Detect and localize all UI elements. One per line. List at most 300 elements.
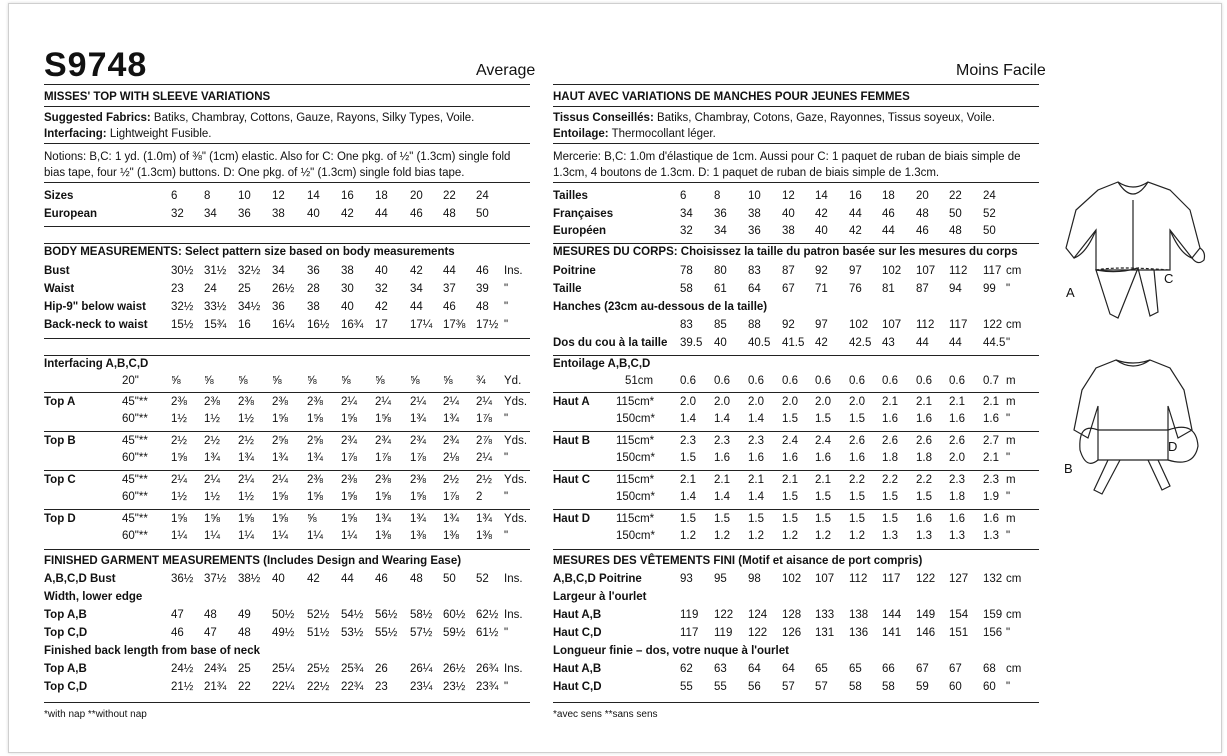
cell-size-9: 2.1: [983, 396, 999, 408]
cell-size-1: 8: [714, 190, 721, 202]
cell-size-2: 2.1: [748, 474, 764, 486]
divider: [44, 470, 530, 471]
cell-size-9: 62½: [476, 609, 499, 621]
cell-size-3: 67: [782, 283, 795, 295]
row-label: Européen: [553, 225, 607, 237]
cell-size-2: 10: [238, 190, 251, 202]
cell-size-6: 17: [375, 319, 388, 331]
yardage-row-fr: [0, 434, 1227, 448]
cell-size-4: 2⅝: [307, 435, 323, 447]
cell-size-0: 2⅜: [171, 396, 187, 408]
fabric-width: 115cm*: [616, 435, 655, 447]
fabrics-fr: [553, 111, 995, 125]
cell-size-5: 16¾: [341, 319, 364, 331]
cell-size-5: 102: [849, 319, 869, 331]
cell-size-4: 71: [815, 283, 828, 295]
cell-size-8: 48: [949, 225, 962, 237]
cell-size-1: 8: [204, 190, 211, 202]
cell-size-9: 48: [476, 301, 489, 313]
cell-size-6: ⅝: [375, 375, 385, 387]
unit: ": [1006, 283, 1011, 295]
unit: Yds.: [504, 513, 528, 525]
cell-size-4: 40: [815, 225, 828, 237]
cell-size-5: 25¾: [341, 663, 364, 675]
cell-size-0: 6: [680, 190, 687, 202]
cell-size-6: 66: [882, 663, 895, 675]
unit: cm: [1006, 265, 1022, 277]
cell-size-7: 1⅜: [410, 530, 426, 542]
cell-size-0: 2½: [171, 435, 187, 447]
cell-size-1: 15¾: [204, 319, 227, 331]
cell-size-0: 78: [680, 265, 693, 277]
cell-size-0: 1¼: [171, 530, 187, 542]
cell-size-7: 146: [916, 627, 936, 639]
cell-size-7: 46: [410, 208, 423, 220]
row-label: Sizes: [44, 190, 74, 202]
cell-size-2: 2.3: [748, 435, 764, 447]
cell-size-2: 1½: [238, 491, 254, 503]
yardage-row-fr: [0, 473, 1227, 487]
cell-size-6: 141: [882, 627, 902, 639]
cell-size-2: 49: [238, 609, 251, 621]
cell-size-3: 2⅝: [272, 435, 288, 447]
unit: Yds.: [504, 435, 528, 447]
cell-size-2: 0.6: [748, 375, 764, 387]
divider: [553, 549, 1039, 550]
cell-size-2: 34½: [238, 301, 261, 313]
cell-size-5: 22¾: [341, 681, 364, 693]
fabrics-en: [44, 111, 474, 125]
row-label: Bust: [44, 265, 70, 277]
unit: Ins.: [504, 573, 523, 585]
cell-size-5: 1.5: [849, 413, 865, 425]
cell-size-6: 1.5: [882, 491, 898, 503]
cell-size-1: 61: [714, 283, 727, 295]
cell-size-5: 76: [849, 283, 862, 295]
cell-size-8: 60½: [443, 609, 466, 621]
cell-size-7: 1¾: [410, 413, 426, 425]
cell-size-6: 1⅞: [375, 452, 391, 464]
cell-size-9: 117: [983, 265, 1002, 277]
cell-size-2: 1⅝: [238, 513, 254, 525]
divider: [553, 355, 1039, 356]
unit: ": [504, 627, 509, 639]
row-label: Haut C: [553, 474, 591, 486]
cell-size-2: 22: [238, 681, 251, 693]
cell-size-4: 51½: [307, 627, 330, 639]
pattern-number: S9748: [44, 46, 148, 84]
cell-size-0: 32: [171, 208, 184, 220]
cell-size-6: 32: [375, 283, 388, 295]
cell-size-3: 128: [782, 609, 802, 621]
cell-size-5: 2¼: [341, 396, 357, 408]
cell-size-3: 26½: [272, 283, 295, 295]
cell-size-0: 0.6: [680, 375, 696, 387]
fabrics-fr-value: Batiks, Chambray, Cotons, Gaze, Rayonnes, Tissus soyeux, Voile.: [653, 112, 995, 124]
cell-size-5: 2.2: [849, 474, 865, 486]
interfacing-title-en: Interfacing A,B,C,D: [44, 358, 149, 370]
cell-size-1: 0.6: [714, 375, 730, 387]
cell-size-3: 12: [782, 190, 795, 202]
cell-size-6: 44: [882, 225, 895, 237]
cell-size-5: 40: [341, 301, 354, 313]
row-label: Top D: [44, 513, 76, 525]
cell-size-9: 46: [476, 265, 489, 277]
cell-size-5: 1⅝: [341, 413, 357, 425]
cell-size-6: 1⅜: [375, 530, 391, 542]
cell-size-4: 133: [815, 609, 835, 621]
cell-size-3: 1.5: [782, 413, 798, 425]
fabric-width: 115cm*: [616, 396, 655, 408]
unit: ": [504, 301, 509, 313]
cell-size-2: ⅝: [238, 375, 248, 387]
unit: ": [1006, 681, 1011, 693]
cell-size-4: 1.2: [815, 530, 831, 542]
finished-row-fr: [0, 662, 1227, 676]
cell-size-5: 16: [341, 190, 354, 202]
cell-size-0: 47: [171, 609, 184, 621]
unit: ": [1006, 491, 1011, 503]
cell-size-7: 2¾: [410, 435, 426, 447]
finished-row-fr: [0, 626, 1227, 640]
row-label: Top A,B: [44, 663, 87, 675]
divider: [553, 106, 1039, 107]
cell-size-7: 1⅝: [410, 491, 426, 503]
cell-size-9: 122: [983, 319, 1003, 331]
cell-size-9: 1.6: [983, 413, 999, 425]
cell-size-9: 159: [983, 609, 1003, 621]
unit: ": [1006, 530, 1011, 542]
cell-size-2: 1½: [238, 413, 254, 425]
cell-size-2: 98: [748, 573, 761, 585]
cell-size-3: 36: [272, 301, 285, 313]
title-en: MISSES' TOP WITH SLEEVE VARIATIONS: [44, 91, 271, 103]
cell-size-7: 2.1: [916, 396, 932, 408]
cell-size-3: 16¼: [272, 319, 295, 331]
tie-right: [1138, 268, 1158, 316]
cell-size-7: 44: [916, 337, 929, 349]
cell-size-9: 60: [983, 681, 996, 693]
cell-size-4: 2⅜: [307, 474, 323, 486]
cell-size-0: 58: [680, 283, 693, 295]
interfacing-en-label: Interfacing:: [44, 128, 107, 140]
cell-size-9: 156: [983, 627, 1003, 639]
cell-size-7: 34: [410, 283, 423, 295]
body-row-fr: [0, 336, 1227, 350]
unit: cm: [1006, 609, 1022, 621]
cell-size-9: 2.3: [983, 474, 999, 486]
fabric-width: 60"**: [122, 452, 148, 464]
cell-size-8: 1¾: [443, 513, 459, 525]
cell-size-1: 2½: [204, 435, 220, 447]
unit: ": [504, 283, 509, 295]
interfacing-title-fr: Entoilage A,B,C,D: [553, 358, 651, 370]
row-label: Françaises: [553, 208, 614, 220]
cell-size-4: 2.1: [815, 474, 831, 486]
cell-size-0: 32½: [171, 301, 194, 313]
cell-size-5: 2¾: [341, 435, 357, 447]
cell-size-6: 2¾: [375, 435, 391, 447]
cell-size-7: 44: [410, 301, 423, 313]
cell-size-9: 1.6: [983, 513, 999, 525]
row-label: Longueur finie – dos, votre nuque à l'ourlet: [553, 645, 789, 657]
fabric-width: 20": [122, 375, 139, 387]
cell-size-4: 28: [307, 283, 320, 295]
cell-size-3: 38: [782, 225, 795, 237]
cell-size-1: 2⅜: [204, 396, 220, 408]
cell-size-3: 0.6: [782, 375, 798, 387]
row-label: Width, lower edge: [44, 591, 143, 603]
body-row-fr: [0, 300, 1227, 314]
cell-size-8: 127: [949, 573, 969, 585]
cell-size-8: 154: [949, 609, 969, 621]
cell-size-9: 61½: [476, 627, 499, 639]
cell-size-3: 25¼: [272, 663, 295, 675]
cell-size-5: 1⅞: [341, 452, 357, 464]
cell-size-5: 97: [849, 265, 862, 277]
cell-size-7: 107: [916, 265, 936, 277]
cell-size-2: 48: [238, 627, 251, 639]
cell-size-3: ⅝: [272, 375, 282, 387]
cell-size-6: 1.3: [882, 530, 898, 542]
cell-size-8: 1.6: [949, 513, 965, 525]
unit: ": [504, 491, 509, 503]
cell-size-6: 81: [882, 283, 895, 295]
cell-size-0: 83: [680, 319, 693, 331]
cell-size-3: 1⅝: [272, 513, 288, 525]
cell-size-8: 2.3: [949, 474, 965, 486]
cell-size-0: 21½: [171, 681, 194, 693]
cell-size-7: 2.2: [916, 474, 932, 486]
cell-size-6: 102: [882, 265, 902, 277]
cell-size-2: 32½: [238, 265, 261, 277]
cell-size-8: 1¾: [443, 413, 459, 425]
cell-size-8: 22: [443, 190, 456, 202]
cell-size-6: 144: [882, 609, 902, 621]
cell-size-2: 16: [238, 319, 251, 331]
cell-size-2: 2⅜: [238, 396, 254, 408]
cell-size-2: 83: [748, 265, 761, 277]
cell-size-7: ⅝: [410, 375, 420, 387]
cell-size-6: 1.5: [882, 513, 898, 525]
row-label: Haut A,B: [553, 609, 602, 621]
cell-size-9: 24: [983, 190, 996, 202]
cell-size-8: 151: [949, 627, 969, 639]
notions-en-1: Notions: B,C: 1 yd. (1.0m) of ⅜" (1cm) elastic. Also for C: One pkg. of ½" (1.3cm) single fold: [44, 151, 511, 163]
cell-size-5: 30: [341, 283, 354, 295]
cell-size-0: 2.3: [680, 435, 696, 447]
cell-size-3: 1.6: [782, 452, 798, 464]
cell-size-3: 126: [782, 627, 802, 639]
row-label: Poitrine: [553, 265, 596, 277]
fabric-width: 150cm*: [616, 530, 655, 542]
cell-size-0: 6: [171, 190, 178, 202]
unit: cm: [1006, 663, 1022, 675]
cell-size-2: 1¾: [238, 452, 254, 464]
cell-size-6: 40: [375, 265, 388, 277]
fabric-width: 150cm*: [616, 413, 655, 425]
title-fr: HAUT AVEC VARIATIONS DE MANCHES POUR JEUNES FEMMES: [553, 91, 910, 103]
cell-size-9: 1.3: [983, 530, 999, 542]
cell-size-5: 1.6: [849, 452, 865, 464]
cell-size-4: 42: [815, 337, 828, 349]
europeen-row-fr: [0, 224, 1227, 238]
cell-size-8: 1⅜: [443, 530, 459, 542]
fabric-width: 115cm*: [616, 513, 655, 525]
cell-size-2: 10: [748, 190, 761, 202]
cell-size-1: 80: [714, 265, 727, 277]
body-title-en: BODY MEASUREMENTS: Select pattern size based on body measurements: [44, 246, 455, 258]
finished-row-fr: [0, 590, 1227, 604]
cell-size-9: 2: [476, 491, 483, 503]
cell-size-6: 55½: [375, 627, 398, 639]
cell-size-4: 1.6: [815, 452, 831, 464]
row-label: Haut C,D: [553, 627, 602, 639]
row-label: Top A,B: [44, 609, 87, 621]
cell-size-2: 1.2: [748, 530, 764, 542]
cell-size-8: 59½: [443, 627, 466, 639]
row-label: Tailles: [553, 190, 588, 202]
row-label: Finished back length from base of neck: [44, 645, 260, 657]
cell-size-8: 46: [443, 301, 456, 313]
cell-size-6: 2.2: [882, 474, 898, 486]
cell-size-4: 1.5: [815, 491, 831, 503]
unit: Yds.: [504, 474, 528, 486]
divider: [553, 392, 1039, 393]
body-row-fr: [0, 282, 1227, 296]
cell-size-7: 46: [916, 225, 929, 237]
divider: [44, 106, 530, 107]
yardage-row-fr: [0, 451, 1227, 465]
cell-size-4: 2.4: [815, 435, 831, 447]
cell-size-3: 40: [272, 573, 285, 585]
cell-size-6: 1⅝: [375, 491, 391, 503]
cell-size-5: 2.0: [849, 396, 865, 408]
cell-size-9: 24: [476, 190, 489, 202]
unit: Ins.: [504, 663, 523, 675]
divider: [44, 549, 530, 550]
cell-size-5: 65: [849, 663, 862, 675]
cell-size-7: 2¼: [410, 396, 426, 408]
cell-size-5: 2.6: [849, 435, 865, 447]
cell-size-7: 23¼: [410, 681, 433, 693]
cell-size-4: 131: [815, 627, 835, 639]
cell-size-4: 92: [815, 265, 828, 277]
neckline: [1118, 182, 1148, 194]
fabric-width: 60"**: [122, 530, 148, 542]
cell-size-8: 2¾: [443, 435, 459, 447]
cell-size-3: 40: [782, 208, 795, 220]
cell-size-9: 44.5: [983, 337, 1006, 349]
tie-left: [1096, 268, 1138, 318]
cell-size-6: 58: [882, 681, 895, 693]
row-label: Top C: [44, 474, 76, 486]
cell-size-2: 2.0: [748, 396, 764, 408]
cell-size-1: 1½: [204, 413, 220, 425]
cell-size-3: 12: [272, 190, 285, 202]
cell-size-1: 1.4: [714, 413, 730, 425]
cell-size-3: 64: [782, 663, 795, 675]
cell-size-4: 1¾: [307, 452, 323, 464]
cell-size-8: 1⅞: [443, 491, 459, 503]
row-label: Haut D: [553, 513, 591, 525]
cell-size-4: 1.5: [815, 413, 831, 425]
row-label: Back-neck to waist: [44, 319, 148, 331]
divider: [44, 243, 530, 244]
unit: Ins.: [504, 609, 523, 621]
view-label-b: B: [1064, 461, 1073, 476]
cell-size-8: 17⅜: [443, 319, 466, 331]
cell-size-1: 24: [204, 283, 217, 295]
cell-size-7: 48: [410, 573, 423, 585]
cell-size-8: ⅝: [443, 375, 453, 387]
finished-title-fr: MESURES DES VÊTEMENTS FINI (Motif et aisance de port compris): [553, 555, 923, 567]
cell-size-5: 44: [849, 208, 862, 220]
footnote-fr: *avec sens **sans sens: [553, 709, 658, 720]
cell-size-4: 1⅝: [307, 413, 323, 425]
cell-size-6: 1.6: [882, 413, 898, 425]
unit: Yd.: [504, 375, 522, 387]
cell-size-3: 1.2: [782, 530, 798, 542]
cell-size-2: 25: [238, 663, 251, 675]
cell-size-2: 1¼: [238, 530, 254, 542]
fabric-width: 45"**: [122, 396, 148, 408]
cell-size-3: 1.5: [782, 513, 798, 525]
cell-size-4: ⅝: [307, 513, 317, 525]
cell-size-3: 1.5: [782, 491, 798, 503]
cell-size-7: 1⅞: [410, 452, 426, 464]
cell-size-1: 37½: [204, 573, 227, 585]
unit: ": [1006, 337, 1011, 349]
cell-size-4: 16½: [307, 319, 330, 331]
cell-size-3: 41.5: [782, 337, 805, 349]
cell-size-0: 93: [680, 573, 693, 585]
row-label: Top C,D: [44, 627, 88, 639]
divider: [553, 243, 1039, 244]
cell-size-7: 112: [916, 319, 935, 331]
cell-size-6: 44: [375, 208, 388, 220]
cell-size-8: 67: [949, 663, 962, 675]
cell-size-6: 42: [375, 301, 388, 313]
cell-size-9: 26¾: [476, 663, 499, 675]
cell-size-5: 136: [849, 627, 869, 639]
cell-size-2: 40.5: [748, 337, 771, 349]
cell-size-5: 1.5: [849, 491, 865, 503]
cell-size-8: 2.0: [949, 452, 965, 464]
cell-size-1: 2.1: [714, 474, 730, 486]
finished-title-en: FINISHED GARMENT MEASUREMENTS (Includes Design and Wearing Ease): [44, 555, 462, 567]
cell-size-9: 23¾: [476, 681, 499, 693]
cell-size-7: 2.6: [916, 435, 932, 447]
cell-size-9: 1¾: [476, 513, 492, 525]
cell-size-9: ¾: [476, 375, 486, 387]
unit: m: [1006, 435, 1016, 447]
cell-size-5: 42: [341, 208, 354, 220]
cell-size-9: 52: [983, 208, 996, 220]
cell-size-2: 36: [748, 225, 761, 237]
cell-size-1: 47: [204, 627, 217, 639]
cell-size-8: 44: [443, 265, 456, 277]
cell-size-4: 42: [307, 573, 320, 585]
cell-size-8: 1.3: [949, 530, 965, 542]
cell-size-8: 22: [949, 190, 962, 202]
row-label: A,B,C,D Poitrine: [553, 573, 642, 585]
cell-size-1: 1¾: [204, 452, 220, 464]
interfacing-en-value: Lightweight Fusible.: [106, 128, 212, 140]
row-label: European: [44, 208, 98, 220]
cell-size-7: 1.5: [916, 491, 932, 503]
cell-size-3: 2.0: [782, 396, 798, 408]
